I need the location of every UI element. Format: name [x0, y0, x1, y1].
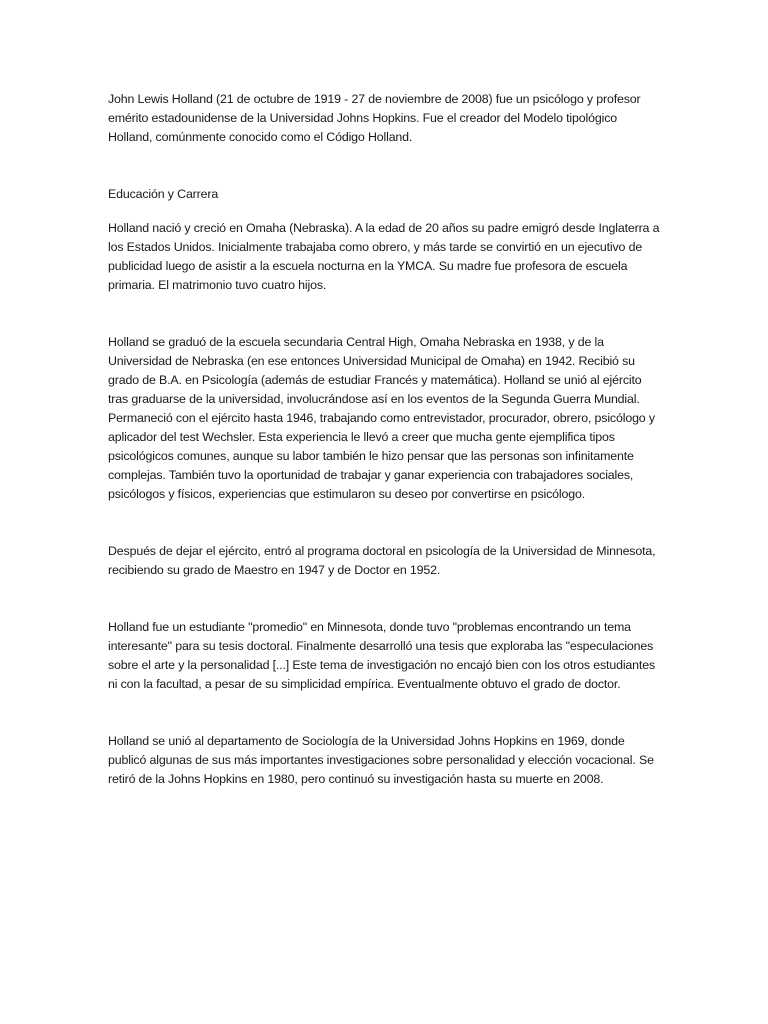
section-heading: Educación y Carrera [108, 187, 219, 201]
paragraph-thesis: Holland fue un estudiante "promedio" en Minnesota, donde tuvo "problemas encontrando un tema interesante" para su tesis doctoral. Finalmente desarrolló una tesis que exploraba las "especulaciones sobre el arte y la personalidad [...] Este tema de investigación no encajó bien con los otros estudiantes ni con la facultad, a pesar de su simplicidad empírica. Eventualmente obtuvo el grado de doctor. [108, 620, 655, 691]
document-body [108, 90, 664, 789]
paragraph-doctoral-program: Después de dejar el ejército, entró al programa doctoral en psicología de la Universidad de Minnesota, recibiendo su grado de Maestro en 1947 y de Doctor en 1952. [108, 544, 656, 577]
paragraph-education-army: Holland se graduó de la escuela secundaria Central High, Omaha Nebraska en 1938, y de la Universidad de Nebraska (en ese entonces Universidad Municipal de Omaha) en 1942. Recibió su grado de B.A. en Psicología (además de estudiar Francés y matemática). Holland se unió al ejército tras graduarse de la universidad, involucrándose así en los eventos de la Segunda Guerra Mundial. Permaneció con el ejército hasta 1946, trabajando como entrevistador, procurador, obrero, psicólogo y aplicador del test Wechsler. Esta experiencia le llevó a creer que mucha gente ejemplifica tipos psicológicos comunes, aunque su labor también le hizo pensar que las personas son infinitamente complejas. También tuvo la oportunidad de trabajar y ganar experiencia con trabajadores sociales, psicólogos y físicos, experiencias que estimularon su deseo por convertirse en psicólogo. [108, 335, 655, 501]
paragraph-early-life: Holland nació y creció en Omaha (Nebraska). A la edad de 20 años su padre emigró desde Inglaterra a los Estados Unidos. Inicialmente trabajaba como obrero, y más tarde se convirtió en un ejecutivo de publicidad luego de asistir a la escuela nocturna en la YMCA. Su madre fue profesora de escuela primaria. El matrimonio tuvo cuatro hijos. [108, 221, 660, 292]
intro-paragraph: John Lewis Holland (21 de octubre de 1919 - 27 de noviembre de 2008) fue un psicólogo y profesor emérito estadounidense de la Universidad Johns Hopkins. Fue el creador del Modelo tipológico Holland, comúnmente conocido como el Código Holland. [108, 92, 641, 144]
paragraph-johns-hopkins: Holland se unió al departamento de Sociología de la Universidad Johns Hopkins en 1969, donde publicó algunas de sus más importantes investigaciones sobre personalidad y elección vocacional. Se retiró de la Johns Hopkins en 1980, pero continuó su investigación hasta su muerte en 2008. [108, 734, 654, 786]
